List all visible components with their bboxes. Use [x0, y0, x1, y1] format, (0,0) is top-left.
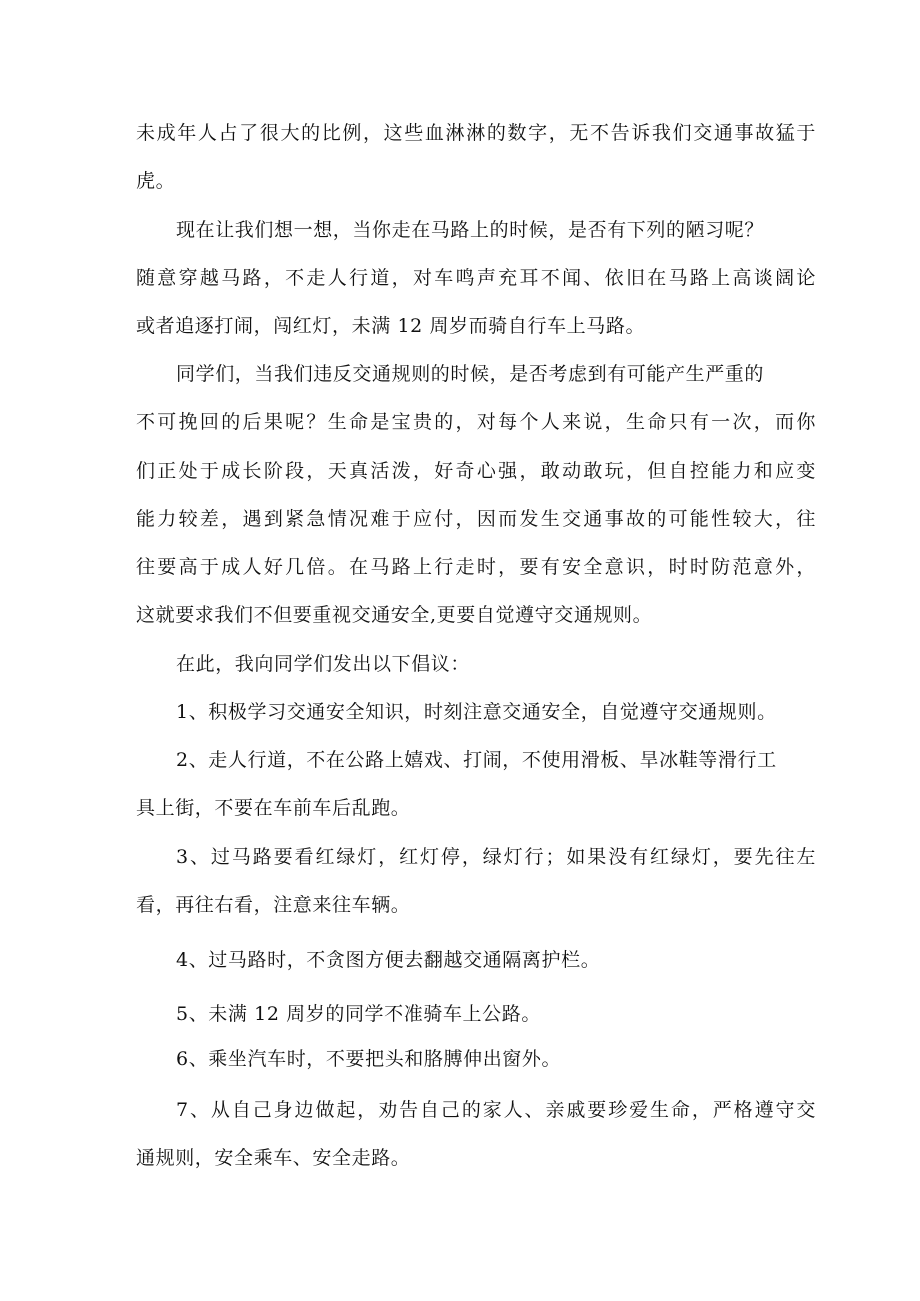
text-line: 具上街，不要在车前车后乱跑。 — [136, 797, 411, 819]
text-line: 能力较差，遇到紧急情况难于应付，因而发生交通事故的可能性较大，往 — [136, 508, 816, 530]
text-line: 这就要求我们不但要重视交通安全,更要自觉遵守交通规则。 — [136, 604, 653, 626]
list-item: 1、积极学习交通安全知识，时刻注意交通安全，自觉遵守交通规则。 — [176, 701, 777, 723]
text-line: 在此，我向同学们发出以下倡议： — [176, 653, 471, 675]
list-item: 2、走人行道，不在公路上嬉戏、打闹，不使用滑板、旱冰鞋等滑行工 — [176, 749, 777, 771]
list-item: 4、过马路时，不贪图方便去翻越交通隔离护栏。 — [176, 949, 601, 971]
list-item: 6、乘坐汽车时，不要把头和胳膊伸出窗外。 — [176, 1048, 562, 1070]
text-line: 同学们，当我们违反交通规则的时候，是否考虑到有可能产生严重的 — [176, 363, 765, 385]
text-line: 虎。 — [136, 170, 176, 192]
text-line: 未成年人占了很大的比例，这些血淋淋的数字，无不告诉我们交通事故猛于 — [136, 122, 816, 144]
text-line: 现在让我们想一想，当你走在马路上的时候，是否有下列的陋习呢？ — [176, 219, 765, 241]
list-item: 3、过马路要看红绿灯，红灯停，绿灯行；如果没有红绿灯，要先往左 — [176, 846, 816, 868]
list-item: 7、从自己身边做起，劝告自己的家人、亲戚要珍爱生命，严格遵守交 — [176, 1099, 816, 1121]
text-line: 通规则，安全乘车、安全走路。 — [136, 1147, 411, 1169]
text-line: 随意穿越马路，不走人行道，对车鸣声充耳不闻、依旧在马路上高谈阔论 — [136, 267, 816, 289]
text-line: 看，再往右看，注意来往车辆。 — [136, 894, 411, 916]
text-line: 们正处于成长阶段，天真活泼，好奇心强，敢动敢玩，但自控能力和应变 — [136, 460, 816, 482]
list-item: 5、未满 12 周岁的同学不准骑车上公路。 — [176, 1003, 541, 1025]
text-line: 往要高于成人好几倍。在马路上行走时，要有安全意识，时时防范意外， — [136, 556, 816, 578]
text-line: 不可挽回的后果呢？生命是宝贵的，对每个人来说，生命只有一次，而你 — [136, 411, 816, 433]
text-line: 或者追逐打闹，闯红灯，未满 12 周岁而骑自行车上马路。 — [136, 315, 646, 337]
